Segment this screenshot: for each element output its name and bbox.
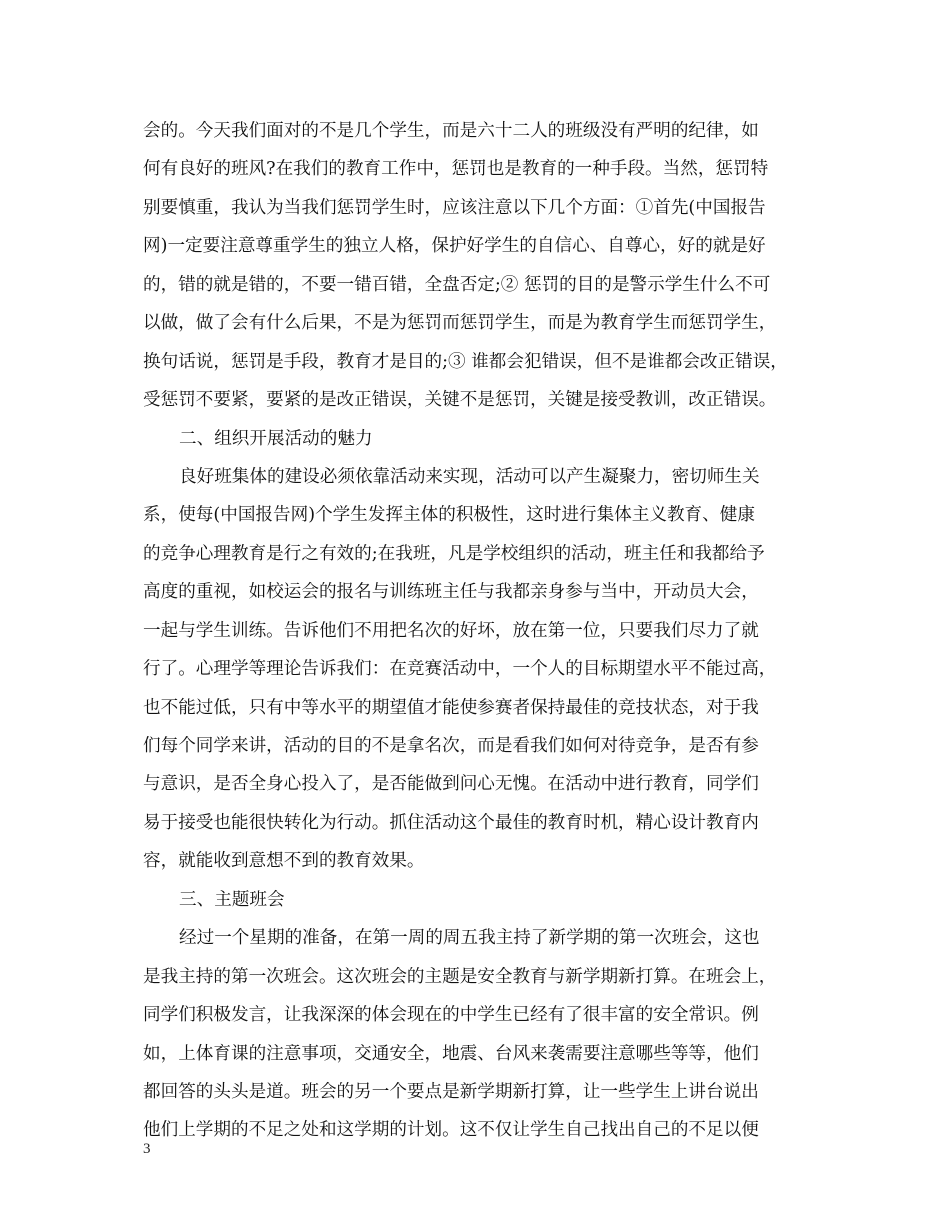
document-body [143, 112, 809, 1150]
text-line: 以做，做了会有什么后果，不是为惩罚而惩罚学生，而是为教育学生而惩罚学生， [143, 313, 777, 334]
section-heading: 三、主题班会 [179, 889, 285, 910]
text-line: 换句话说，惩罚是手段，教育才是目的;③ 谁都会犯错误，但不是谁都会改正错误， [143, 351, 788, 372]
section-heading: 二、组织开展活动的魅力 [179, 428, 373, 449]
text-line: 网)一定要注意尊重学生的独立人格，保护好学生的自信心、自尊心，好的就是好 [143, 236, 766, 257]
text-line: 都回答的头头是道。班会的另一个要点是新学期新打算，让一些学生上讲台说出 [143, 1081, 759, 1102]
text-line: 也不能过低，只有中等水平的期望值才能使参赛者保持最佳的竞技状态，对于我 [143, 697, 759, 718]
text-line: 良好班集体的建设必须依靠活动来实现，活动可以产生凝聚力，密切师生关 [179, 466, 760, 487]
text-line: 一起与学生训练。告诉他们不用把名次的好坏，放在第一位，只要我们尽力了就 [143, 620, 759, 641]
page-number: 3 [143, 1141, 151, 1157]
text-line: 的，错的就是错的，不要一错百错，全盘否定;② 惩罚的目的是警示学生什么不可 [143, 274, 771, 295]
text-line: 同学们积极发言，让我深深的体会现在的中学生已经有了很丰富的安全常识。例 [143, 1005, 759, 1026]
text-line: 别要慎重，我认为当我们惩罚学生时，应该注意以下几个方面：①首先(中国报告 [143, 197, 766, 218]
text-line: 何有良好的班风?在我们的教育工作中，惩罚也是教育的一种手段。当然，惩罚特 [143, 159, 769, 180]
text-line: 与意识，是否全身心投入了，是否能做到问心无愧。在活动中进行教育，同学们 [143, 774, 759, 795]
text-line: 容，就能收到意想不到的教育效果。 [143, 851, 425, 872]
text-line: 行了。心理学等理论告诉我们：在竞赛活动中，一个人的目标期望水平不能过高， [143, 659, 777, 680]
text-line: 的竞争心理教育是行之有效的;在我班，凡是学校组织的活动，班主任和我都给予 [143, 543, 765, 564]
text-line: 他们上学期的不足之处和这学期的计划。这不仅让学生自己找出自己的不足以便 [143, 1120, 759, 1141]
text-line: 们每个同学来讲，活动的目的不是拿名次，而是看我们如何对待竞争，是否有参 [143, 736, 759, 756]
text-line: 高度的重视，如校运会的报名与训练班主任与我都亲身参与当中，开动员大会， [143, 582, 759, 603]
text-line: 是我主持的第一次班会。这次班会的主题是安全教育与新学期新打算。在班会上， [143, 966, 777, 987]
text-line: 会的。今天我们面对的不是几个学生，而是六十二人的班级没有严明的纪律，如 [143, 121, 759, 141]
text-line: 易于接受也能很快转化为行动。抓住活动这个最佳的教育时机，精心设计教育内 [143, 812, 759, 833]
text-line: 系，使每(中国报告网)个学生发挥主体的积极性，这时进行集体主义教育、健康 [143, 505, 755, 526]
text-line: 经过一个星期的准备，在第一周的周五我主持了新学期的第一次班会，这也 [179, 928, 760, 949]
text-line: 受惩罚不要紧，要紧的是改正错误，关键不是惩罚，关键是接受教训，改正错误。 [143, 390, 777, 411]
text-line: 如，上体育课的注意事项，交通安全，地震、台风来袭需要注意哪些等等，他们 [143, 1043, 759, 1064]
